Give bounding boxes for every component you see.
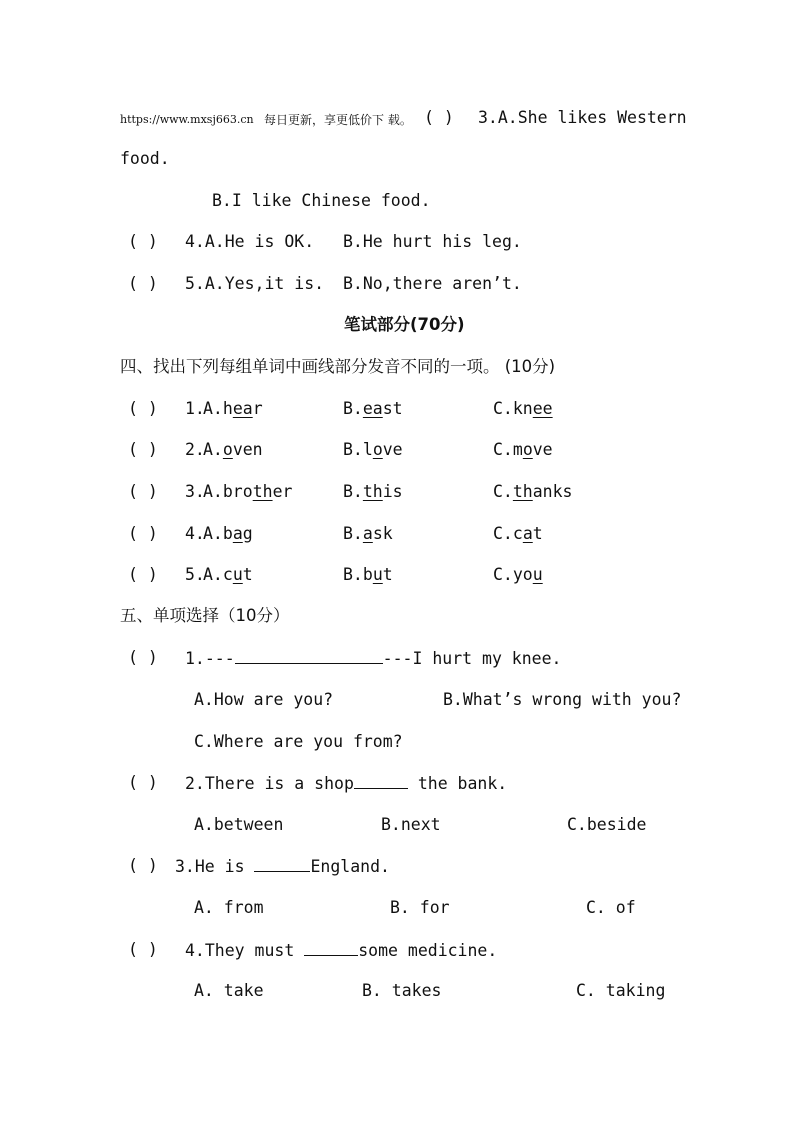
answer-blank[interactable] (254, 856, 310, 872)
s4-word-part: st (382, 399, 403, 418)
listen-4-paren: ( ) (128, 232, 158, 251)
s4-underlined-letters: o (522, 440, 533, 459)
s4-row-paren: ( ) (128, 565, 158, 584)
s4-word-part: sk (372, 524, 393, 543)
listen-4-b: B.He hurt his leg. (343, 232, 522, 251)
s5-q4-stem (185, 940, 497, 961)
s4-word-part: yo (512, 565, 533, 584)
s4-word-part: ven (232, 440, 263, 459)
s4-option-label: C. (493, 565, 513, 584)
s5-q3-option-a: A. from (194, 898, 264, 917)
s4-word-part: r (252, 399, 263, 418)
s4-underlined-letters: u (372, 565, 383, 584)
s4-row-number: 3. (185, 482, 205, 501)
s5-q1-option-b: B.What’s wrong with you? (443, 690, 682, 709)
s4-underlined-letters: ee (532, 399, 553, 418)
s5-q2-option-b: B.next (381, 815, 441, 834)
listen-5-b: B.No,there aren’t. (343, 274, 522, 293)
s4-option-label: B. (343, 524, 363, 543)
s4-option-label: B. (343, 482, 363, 501)
s4-row-paren: ( ) (128, 440, 158, 459)
s5-q2-stem-post: the bank. (407, 774, 508, 793)
s4-underlined-letters: th (512, 482, 533, 501)
s4-word-part: er (272, 482, 293, 501)
s4-row-number: 1. (185, 399, 205, 418)
s5-q2-stem (185, 773, 507, 794)
s5-q3-stem-post: England. (310, 857, 390, 876)
s4-word-part: m (512, 440, 523, 459)
s4-word-part: b (222, 524, 233, 543)
s4-option-b (343, 524, 393, 544)
s4-word-part: ve (532, 440, 553, 459)
s5-q4-option-c: C. taking (576, 981, 666, 1000)
s4-underlined-letters: a (522, 524, 533, 543)
written-section-title: 笔试部分(70分) (344, 315, 465, 334)
s4-option-a (203, 440, 263, 460)
s4-option-label: A. (203, 524, 223, 543)
s4-option-b (343, 440, 403, 460)
s4-underlined-letters: o (372, 440, 383, 459)
s4-option-a (203, 482, 292, 502)
s4-option-label: C. (493, 399, 513, 418)
s4-option-a (203, 565, 253, 585)
s4-underlined-letters: u (232, 565, 243, 584)
s4-word-part: t (382, 565, 393, 584)
s4-underlined-letters: ea (232, 399, 253, 418)
answer-blank[interactable] (235, 648, 383, 664)
s5-q2-option-c: C.beside (567, 815, 647, 834)
header-line (120, 108, 254, 130)
s5-q1-paren: ( ) (128, 648, 158, 667)
s5-q4-paren: ( ) (128, 940, 158, 959)
s4-option-label: C. (493, 482, 513, 501)
s5-q2-stem-pre: 2.There is a shop (185, 774, 354, 793)
s4-word-part: bro (222, 482, 253, 501)
s5-q3-stem (175, 856, 390, 877)
s4-underlined-letters: a (232, 524, 243, 543)
s4-word-part: c (512, 524, 523, 543)
s4-underlined-letters: a (362, 524, 373, 543)
s5-q2-paren: ( ) (128, 773, 158, 792)
listen-5-a: 5.A.Yes,it is. (185, 274, 325, 293)
s4-option-a (203, 399, 263, 419)
s4-option-label: A. (203, 440, 223, 459)
s5-q1-stem (185, 648, 561, 669)
s4-row-number: 2. (185, 440, 205, 459)
s5-q3-stem-pre: 3.He is (175, 857, 255, 876)
answer-blank[interactable] (354, 773, 408, 789)
s4-option-b (343, 565, 393, 585)
s4-option-label: A. (203, 399, 223, 418)
s4-option-a (203, 524, 253, 544)
site-url: https://www.mxsj663.cn (120, 113, 254, 126)
section4-title: 四、找出下列每组单词中画线部分发音不同的一项。 (10分) (120, 357, 556, 376)
s5-q2-option-a: A.between (194, 815, 284, 834)
s5-q3-option-b: B. for (390, 898, 450, 917)
s4-underlined-letters: th (362, 482, 383, 501)
s5-q4-stem-pre: 4.They must (185, 941, 305, 960)
s4-row-paren: ( ) (128, 399, 158, 418)
q3-paren: ( ) (424, 108, 454, 127)
s5-q1-option-a: A.How are you? (194, 690, 334, 709)
s4-underlined-letters: ea (362, 399, 383, 418)
s4-underlined-letters: u (532, 565, 543, 584)
s4-word-part: h (222, 399, 233, 418)
s4-row-paren: ( ) (128, 524, 158, 543)
listen-5-paren: ( ) (128, 274, 158, 293)
s4-word-part: ve (382, 440, 403, 459)
s4-word-part: is (382, 482, 403, 501)
s4-word-part: c (222, 565, 233, 584)
s4-option-c (493, 524, 543, 544)
s4-row-number: 4. (185, 524, 205, 543)
s4-option-label: A. (203, 482, 223, 501)
s4-word-part: b (362, 565, 373, 584)
s4-underlined-letters: th (252, 482, 273, 501)
s5-q4-stem-post: some medicine. (358, 941, 498, 960)
section5-title: 五、单项选择（10分） (120, 606, 290, 625)
s5-q4-option-b: B. takes (362, 981, 442, 1000)
s4-row-number: 5. (185, 565, 205, 584)
s5-q1-stem-pre: 1.--- (185, 649, 235, 668)
s4-word-part: anks (532, 482, 573, 501)
s5-q1-option-c: C.Where are you from? (194, 732, 403, 751)
update-notice: 每日更新，享更低价下 载。 (264, 113, 412, 127)
s4-option-c (493, 399, 553, 419)
s4-option-label: B. (343, 399, 363, 418)
s4-word-part: l (362, 440, 373, 459)
s4-word-part: g (242, 524, 253, 543)
s4-word-part: t (532, 524, 543, 543)
s4-option-b (343, 399, 403, 419)
s4-word-part: kn (512, 399, 533, 418)
s5-q4-option-a: A. take (194, 981, 264, 1000)
s4-option-label: A. (203, 565, 223, 584)
s4-option-label: C. (493, 524, 513, 543)
s4-option-label: B. (343, 565, 363, 584)
s4-option-label: B. (343, 440, 363, 459)
q3-option-a-cont: food. (120, 149, 170, 168)
s4-option-b (343, 482, 403, 502)
s5-q3-paren: ( ) (128, 856, 158, 875)
s4-option-c (493, 482, 573, 502)
s4-word-part: t (242, 565, 253, 584)
listen-4-a: 4.A.He is OK. (185, 232, 315, 251)
answer-blank[interactable] (304, 940, 358, 956)
q3-option-b: B.I like Chinese food. (212, 191, 431, 210)
s4-row-paren: ( ) (128, 482, 158, 501)
s4-underlined-letters: o (222, 440, 233, 459)
q3-option-a: 3.A.She likes Western (478, 108, 687, 127)
s4-option-c (493, 565, 543, 585)
s5-q1-stem-post: ---I hurt my knee. (382, 649, 562, 668)
s5-q3-option-c: C. of (586, 898, 636, 917)
s4-option-label: C. (493, 440, 513, 459)
s4-option-c (493, 440, 553, 460)
